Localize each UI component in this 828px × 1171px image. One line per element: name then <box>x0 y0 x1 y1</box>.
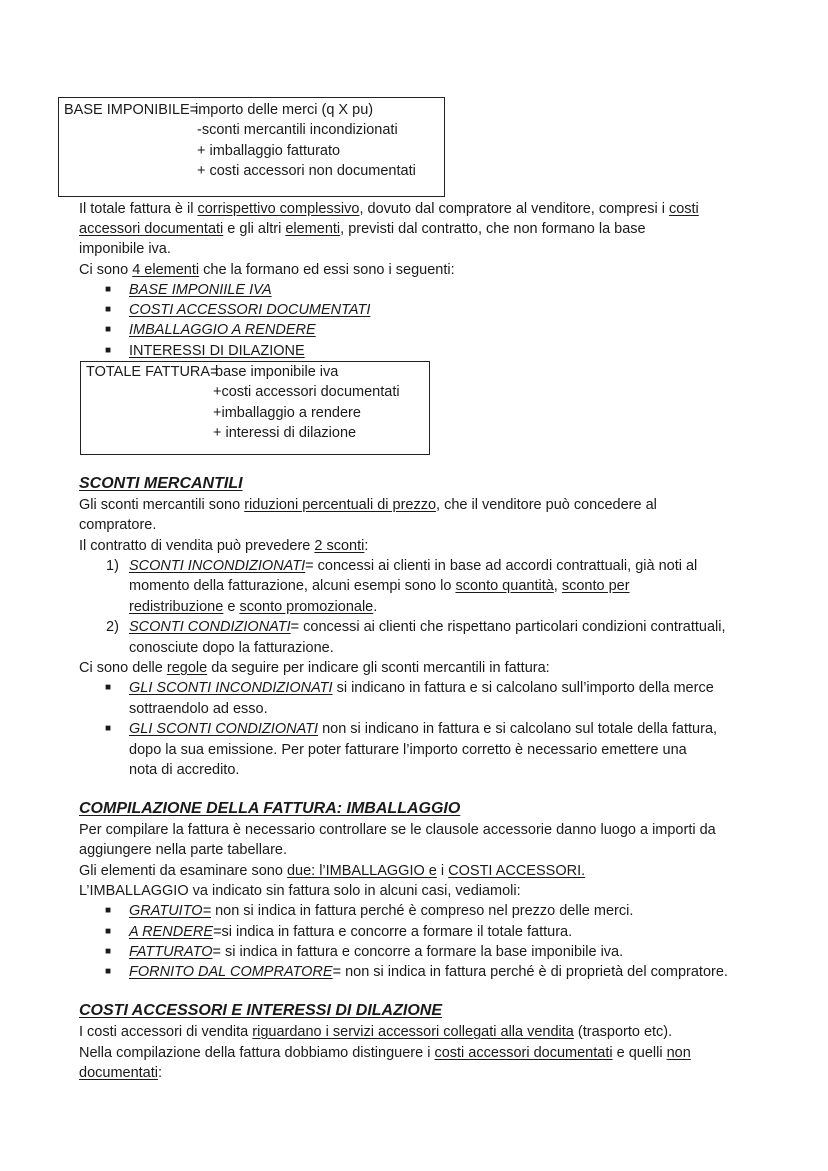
bullet-icon: ■ <box>105 284 112 295</box>
list-number: 2) <box>106 619 119 635</box>
s2-bullet-3: FATTURATO= si indica in fattura e concorre a formare la base imponibile iva. <box>129 944 624 960</box>
s3-line-3: documentati: <box>79 1065 163 1081</box>
box2-line-4: + interessi di dilazione <box>213 425 357 441</box>
bullet-icon: ■ <box>105 946 112 957</box>
bullet-icon: ■ <box>105 304 112 315</box>
s2-bullet-1: GRATUITO= non si indica in fattura perché è compreso nel prezzo delle merci. <box>129 903 634 919</box>
s1-bullet2-line-3: nota di accredito. <box>129 762 240 778</box>
s3-line-1: I costi accessori di vendita riguardano i servizi accessori collegati alla vendita (trasporto etc). <box>79 1024 673 1040</box>
section-heading-imballaggio: COMPILAZIONE DELLA FATTURA: IMBALLAGGIO <box>79 800 461 817</box>
s1-line-4: Ci sono delle regole da seguire per indicare gli sconti mercantili in fattura: <box>79 660 550 676</box>
s1-line-2: compratore. <box>79 517 157 533</box>
box2-label: TOTALE FATTURA= <box>86 364 219 380</box>
s1-item2-line-2: conosciute dopo la fatturazione. <box>129 640 334 656</box>
bullet-icon: ■ <box>105 966 112 977</box>
s2-bullet-2: A RENDERE=si indica in fattura e concorre a formare il totale fattura. <box>129 924 573 940</box>
s1-bullet2-line-1: GLI SCONTI CONDIZIONATI non si indicano in fattura e si calcolano sul totale della fattura, <box>129 721 718 737</box>
s1-line-1: Gli sconti mercantili sono riduzioni percentuali di prezzo, che il venditore può concedere al <box>79 497 657 513</box>
s1-item1-line-3: redistribuzione e sconto promozionale. <box>129 599 378 615</box>
box1-line-3: + imballaggio fatturato <box>197 143 341 159</box>
box1-label: BASE IMPONIBILE= <box>64 102 199 118</box>
bullet-icon: ■ <box>105 682 112 693</box>
p1-line-3: imponibile iva. <box>79 241 171 257</box>
s1-item1-line-1: SCONTI INCONDIZIONATI= concessi ai clienti in base ad accordi contrattuali, già noti al <box>129 558 698 574</box>
s1-item1-line-2: momento della fatturazione, alcuni esempi sono lo sconto quantità, sconto per <box>129 578 630 594</box>
list1-item: BASE IMPONIILE IVA <box>129 282 272 298</box>
list1-item: IMBALLAGGIO A RENDERE <box>129 322 316 338</box>
s2-line-3: Gli elementi da esaminare sono due: l’IMBALLAGGIO e i COSTI ACCESSORI. <box>79 863 586 879</box>
bullet-icon: ■ <box>105 723 112 734</box>
s2-bullet-4: FORNITO DAL COMPRATORE= non si indica in fattura perché è di proprietà del compratore. <box>129 964 728 980</box>
s1-item2-line-1: SCONTI CONDIZIONATI= concessi ai clienti che rispettano particolari condizioni contrattuali, <box>129 619 726 635</box>
bullet-icon: ■ <box>105 926 112 937</box>
s1-bullet1-line-2: sottraendolo ad esso. <box>129 701 268 717</box>
list1-item: INTERESSI DI DILAZIONE <box>129 343 305 359</box>
box1-line-1: importo delle merci (q X pu) <box>195 102 374 118</box>
s1-bullet1-line-1: GLI SCONTI INCONDIZIONATI si indicano in fattura e si calcolano sull’importo della merce <box>129 680 714 696</box>
p1-line-2: accessori documentati e gli altri elementi, previsti dal contratto, che non formano la base <box>79 221 646 237</box>
s2-line-2: aggiungere nella parte tabellare. <box>79 842 287 858</box>
s2-line-4: L’IMBALLAGGIO va indicato sin fattura solo in alcuni casi, vediamoli: <box>79 883 521 899</box>
p1-line-1: Il totale fattura è il corrispettivo complessivo, dovuto dal compratore al venditore, compresi i costi <box>79 201 699 217</box>
bullet-icon: ■ <box>105 905 112 916</box>
section-heading-costi: COSTI ACCESSORI E INTERESSI DI DILAZIONE <box>79 1002 442 1019</box>
box1-line-2: -sconti mercantili incondizionati <box>197 122 398 138</box>
box2-line-3: +imballaggio a rendere <box>213 405 361 421</box>
bullet-icon: ■ <box>105 324 112 335</box>
p1-line-4: Ci sono 4 elementi che la formano ed essi sono i seguenti: <box>79 262 455 278</box>
s2-line-1: Per compilare la fattura è necessario controllare se le clausole accessorie danno luogo a importi da <box>79 822 716 838</box>
bullet-icon: ■ <box>105 345 112 356</box>
box2-line-2: +costi accessori documentati <box>213 384 400 400</box>
s3-line-2: Nella compilazione della fattura dobbiamo distinguere i costi accessori documentati e quelli non <box>79 1045 691 1061</box>
list1-item: COSTI ACCESSORI DOCUMENTATI <box>129 302 371 318</box>
s1-line-3: Il contratto di vendita può prevedere 2 sconti: <box>79 538 369 554</box>
box2-line-1: base imponibile iva <box>215 364 339 380</box>
section-heading-sconti: SCONTI MERCANTILI <box>79 475 243 492</box>
box1-line-4: + costi accessori non documentati <box>197 163 416 179</box>
s1-bullet2-line-2: dopo la sua emissione. Per poter fatturare l’importo corretto è necessario emettere una <box>129 742 687 758</box>
list-number: 1) <box>106 558 119 574</box>
